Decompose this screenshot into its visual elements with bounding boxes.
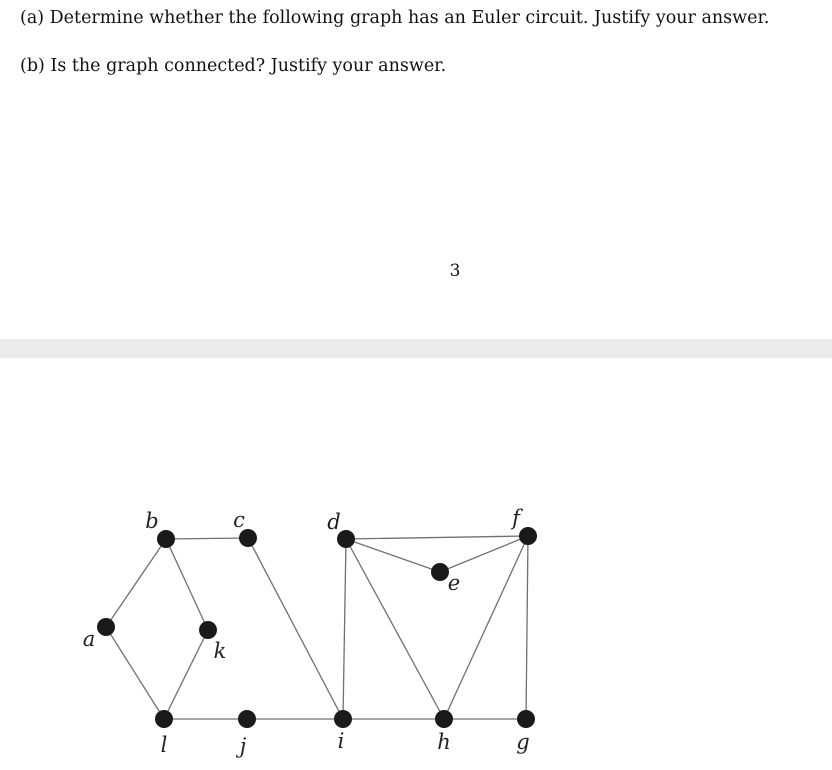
edge-d-h — [346, 539, 444, 719]
edge-b-c — [166, 538, 248, 539]
graph-vertices — [97, 527, 537, 728]
vertex-label-b: b — [145, 509, 159, 533]
vertex-label-a: a — [82, 627, 96, 651]
edge-b-k — [166, 539, 208, 630]
vertex-label-g: g — [516, 730, 530, 754]
edge-f-h — [444, 536, 528, 719]
edge-c-i — [248, 538, 343, 719]
edge-d-i — [343, 539, 346, 719]
edge-d-f — [346, 536, 528, 539]
vertex-label-c: c — [233, 508, 245, 532]
vertex-g — [517, 710, 535, 728]
edge-f-g — [526, 536, 528, 719]
vertex-label-k: k — [213, 639, 227, 663]
question-a: (a) Determine whether the following graph has an Euler circuit. Justify your answer. — [20, 8, 770, 28]
vertex-label-d: d — [327, 510, 341, 534]
vertex-e — [431, 563, 449, 581]
vertex-label-e: e — [447, 571, 461, 595]
edge-a-b — [106, 539, 166, 627]
page-separator — [0, 339, 832, 358]
edge-e-f — [440, 536, 528, 572]
vertex-label-i: i — [337, 729, 345, 753]
vertex-k — [199, 621, 217, 639]
vertex-f — [519, 527, 537, 545]
vertex-i — [334, 710, 352, 728]
edge-k-l — [164, 630, 208, 719]
page-number: 3 — [449, 261, 461, 281]
vertex-label-f: f — [512, 506, 520, 530]
graph-edges — [106, 536, 528, 719]
vertex-h — [435, 710, 453, 728]
vertex-a — [97, 618, 115, 636]
edge-a-l — [106, 627, 164, 719]
vertex-label-l: l — [160, 733, 168, 757]
graph-labels — [83, 506, 530, 758]
vertex-b — [157, 530, 175, 548]
graph-figure — [0, 358, 832, 770]
question-b: (b) Is the graph connected? Justify your answer. — [20, 56, 447, 76]
vertex-l — [155, 710, 173, 728]
vertex-label-h: h — [437, 730, 451, 754]
edge-d-e — [346, 539, 440, 572]
vertex-j — [238, 710, 256, 728]
vertex-label-j: j — [239, 734, 247, 758]
